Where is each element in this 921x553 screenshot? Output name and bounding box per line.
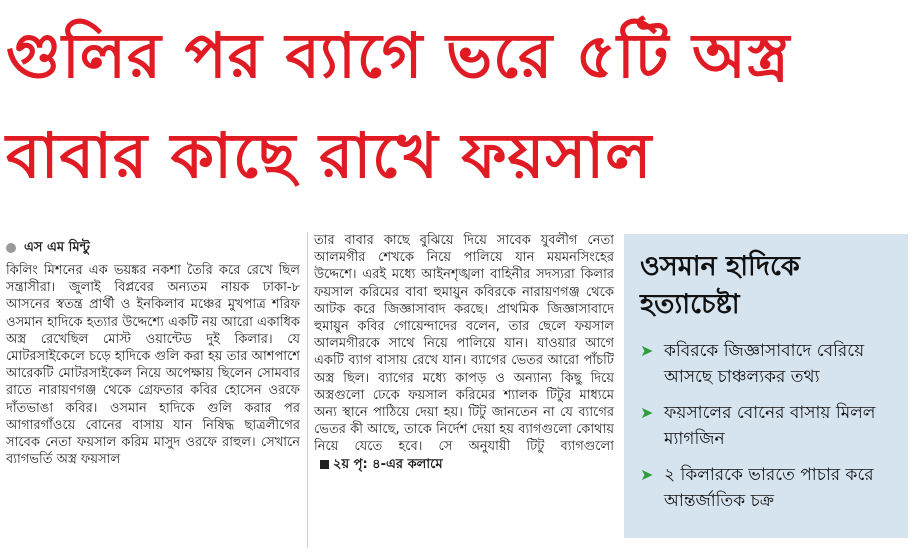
headline-line-1: গুলির পর ব্যাগে ভরে ৫টি অস্ত্র bbox=[6, 19, 791, 92]
continued-on-tag bbox=[314, 457, 443, 472]
chevron-right-icon: ➤ bbox=[640, 341, 654, 360]
sidebar-list bbox=[640, 338, 894, 514]
column-divider bbox=[307, 232, 308, 548]
chevron-right-icon: ➤ bbox=[640, 465, 654, 484]
continued-on-label: ২য় পৃ: ৪-এর কলামে bbox=[333, 456, 443, 472]
list-item bbox=[640, 400, 894, 452]
sidebar-item-text: ২ কিলারকে ভারতে পাচার করে আন্তর্জাতিক চক্র bbox=[664, 465, 874, 511]
byline-author: এস এম মিন্টু bbox=[24, 239, 90, 255]
sidebar-title: ওসমান হাদিকে হত্যাচেষ্টা bbox=[640, 251, 800, 320]
article-column-1: কিলিং মিশনের এক ভয়ঙ্কর নকশা তৈরি করে রেখে ছিল সন্ত্রাসীরা। জুলাই বিপ্লবের অন্যতম নায়ক ঢাকা-৮ আসনের স্বতন্ত্র প্রার্থী ও ইনকিলাব মঞ্চের মুখপাত্র শরিফ ওসমান হাদিকে হত্যার উদ্দেশ্যে একটি নয় আরো একাধিক অস্ত্র রেখেছিল মোস্ট ওয়ান্টেড দুই কিলার। যে মোটরসাইকেলে চড়ে হাদিকে গুলি করা হয় তার আশপাশে আরেকটি মোটরসাইকেল নিয়ে অপেক্ষায় ছিলেন সোমবার রাতে নারায়ণগঞ্জ থেকে গ্রেফতার কবির হোসেন ওরফে দাঁতভাঙা কবির। ওসমান হাদিকে গুলি করার পর আগারগাঁওয়ে বোনের বাসায় যান নিষিদ্ধ ছাত্রলীগের সাবেক নেতা ফয়সাল করিম মাসুদ ওরফে রাহুল। সেখানে ব্যাগভর্তি অস্ত্র ফয়সাল bbox=[6, 263, 300, 468]
square-bullet-icon bbox=[320, 460, 329, 469]
chevron-right-icon: ➤ bbox=[640, 403, 654, 422]
byline bbox=[6, 237, 90, 259]
list-item bbox=[640, 462, 894, 514]
bullet-dot-icon bbox=[6, 243, 16, 253]
sidebar-box bbox=[624, 234, 908, 538]
headline-line-2: বাবার কাছে রাখে ফয়সাল bbox=[6, 119, 653, 192]
list-item bbox=[640, 338, 894, 390]
sidebar-item-text: ফয়সালের বোনের বাসায় মিলল ম্যাগজিন bbox=[664, 403, 876, 449]
article-column-2-text: তার বাবার কাছে বুঝিয়ে দিয়ে সাবেক যুবলীগ নেতা আলমগীর শেখকে নিয়ে পালিয়ে যান ময়মনসিংহের উদ্দেশে। এরই মধ্যে আইনশৃঙ্খলা বাহিনীর সদস্যরা কিলার ফয়সাল করিমের বাবা হুমায়ুন কবিরকে নারায়ণগঞ্জ থেকে আটক করে জিজ্ঞাসাবাদ করছে। প্রাথমিক জিজ্ঞাসাবাদে হুমায়ুন কবির গোয়েন্দাদের বলেন, তার ছেলে ফয়সাল আলমগীরকে সাথে নিয়ে পালিয়ে যান। যাওয়ার আগে একটি ব্যাগ বাসায় রেখে যান। ব্যাগের ভেতর আরো পাঁচটি অস্ত্র ছিল। ব্যাগের মধ্যে কাপড় ও অন্যান্য কিছু দিয়ে অস্ত্রগুলো ঢেকে ফয়সাল করিমের শ্যালক টিটুর মাধ্যমে অন্য স্থানে পাঠিয়ে দেয়া হয়। টিটু জানতেন না যে ব্যাগের ভেতর কী আছে, তাকে নির্দেশ দেয়া হয় ব্যাগগুলো কোথায় নিয়ে যেতে হবে। সে অনুযায়ী টিটু ব্যাগগুলো bbox=[314, 233, 614, 455]
sidebar-item-text: কবিরকে জিজ্ঞাসাবাদে বেরিয়ে আসছে চাঞ্চল্যকর তথ্য bbox=[664, 341, 865, 387]
article-column-2 bbox=[314, 232, 614, 548]
